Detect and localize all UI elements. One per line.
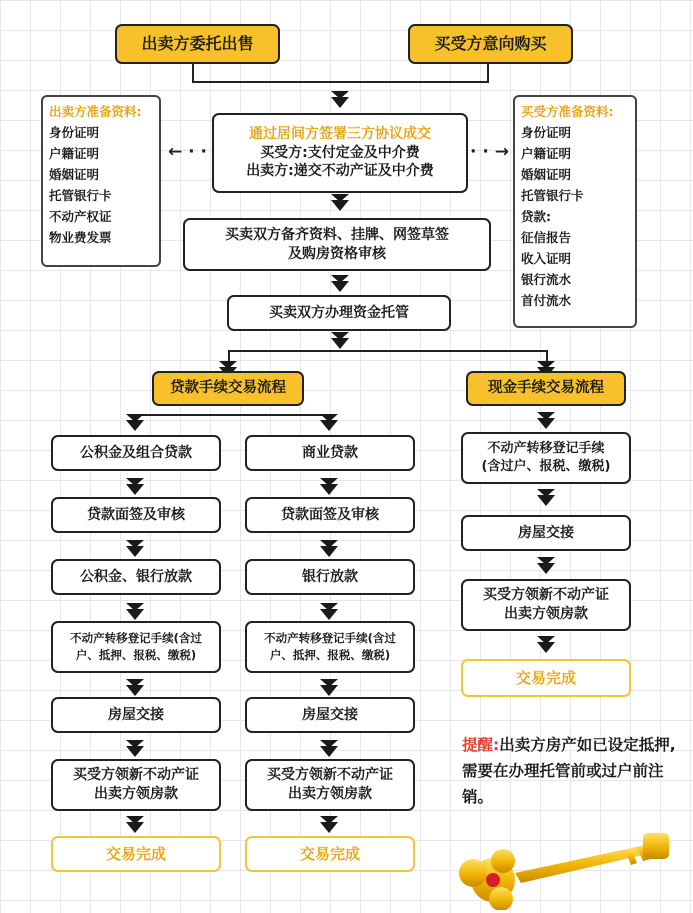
seller-doc-item: 户籍证明 <box>49 146 100 161</box>
seller-docs-panel <box>41 95 161 267</box>
arrow-down-icon <box>331 338 349 349</box>
buyer-docs-panel <box>513 95 637 328</box>
arrow-down-icon <box>320 746 338 757</box>
dotted-arrow-right-icon: · · → <box>470 142 509 162</box>
buyer-doc-item: 身份证明 <box>521 125 572 140</box>
connector <box>192 62 194 82</box>
loan-col2-step: 贷款面签及审核 <box>245 497 415 533</box>
seller-doc-item: 身份证明 <box>49 125 100 140</box>
loan-col1-step: 公积金、银行放款 <box>51 559 221 595</box>
buyer-doc-item: 婚姻证明 <box>521 167 572 182</box>
connector <box>487 62 489 82</box>
loan-col2-step: 银行放款 <box>245 559 415 595</box>
golden-key-icon <box>445 815 685 910</box>
arrow-down-icon <box>320 484 338 495</box>
loan-col2-step: 买受方领新不动产证 出卖方领房款 <box>245 759 415 811</box>
arrow-down-icon <box>331 281 349 292</box>
arrow-down-icon <box>126 746 144 757</box>
buyer-loan-item: 首付流水 <box>521 293 572 308</box>
agreement-line2: 买受方:支付定金及中介费 <box>260 144 420 161</box>
agreement-box <box>212 113 468 193</box>
arrow-down-icon <box>320 685 338 696</box>
buyer-loan-title: 贷款: <box>521 209 551 224</box>
arrow-down-icon <box>537 642 555 653</box>
loan-col1-step: 房屋交接 <box>51 697 221 733</box>
buyer-start-box: 买受方意向购买 <box>408 24 573 64</box>
cash-step: 房屋交接 <box>461 515 631 551</box>
cash-done: 交易完成 <box>461 659 631 697</box>
loan-col1-done: 交易完成 <box>51 836 221 872</box>
arrow-down-icon <box>537 418 555 429</box>
cash-flow-title: 现金手续交易流程 <box>466 371 626 406</box>
seller-start-box: 出卖方委托出售 <box>115 24 280 64</box>
loan-col1-step: 买受方领新不动产证 出卖方领房款 <box>51 759 221 811</box>
reminder-note <box>462 732 682 810</box>
dotted-arrow-left-icon: ← · · <box>168 142 207 162</box>
connector <box>135 414 331 416</box>
connector <box>228 350 548 352</box>
arrow-down-icon <box>126 822 144 833</box>
loan-col1-step: 不动产转移登记手续(含过 户、抵押、报税、缴税) <box>51 621 221 673</box>
buyer-doc-item: 户籍证明 <box>521 146 572 161</box>
reminder-text: 出卖方房产如已设定抵押,需要在办理托管前或过户前注销。 <box>462 736 676 806</box>
loan-col2-done: 交易完成 <box>245 836 415 872</box>
reminder-label: 提醒: <box>462 736 500 754</box>
arrow-down-icon <box>126 609 144 620</box>
arrow-down-icon <box>320 546 338 557</box>
arrow-down-icon <box>331 200 349 211</box>
arrow-down-icon <box>126 484 144 495</box>
arrow-down-icon <box>537 495 555 506</box>
agreement-line3: 出卖方:递交不动产证及中介费 <box>246 163 434 180</box>
buyer-loan-item: 征信报告 <box>521 230 572 245</box>
arrow-down-icon <box>331 97 349 108</box>
seller-doc-item: 物业费发票 <box>49 230 112 245</box>
arrow-down-icon <box>320 420 338 431</box>
arrow-down-icon <box>126 420 144 431</box>
arrow-down-icon <box>320 822 338 833</box>
connector <box>192 81 489 83</box>
buyer-docs-title: 买受方准备资料: <box>521 104 614 119</box>
seller-doc-item: 婚姻证明 <box>49 167 100 182</box>
prepare-step-box: 买卖双方备齐资料、挂牌、网签草签 及购房资格审核 <box>183 218 491 271</box>
arrow-down-icon <box>320 609 338 620</box>
seller-docs-title: 出卖方准备资料: <box>49 104 142 119</box>
buyer-loan-item: 收入证明 <box>521 251 572 266</box>
loan-col1-step: 贷款面签及审核 <box>51 497 221 533</box>
cash-step: 不动产转移登记手续 (含过户、报税、缴税) <box>461 432 631 484</box>
seller-doc-item: 托管银行卡 <box>49 188 112 203</box>
loan-col2-step: 房屋交接 <box>245 697 415 733</box>
buyer-loan-item: 银行流水 <box>521 272 572 287</box>
arrow-down-icon <box>126 685 144 696</box>
loan-flow-title: 贷款手续交易流程 <box>152 371 304 406</box>
loan-col2-step: 商业贷款 <box>245 435 415 471</box>
buyer-doc-item: 托管银行卡 <box>521 188 584 203</box>
arrow-down-icon <box>126 546 144 557</box>
loan-col2-step: 不动产转移登记手续(含过 户、抵押、报税、缴税) <box>245 621 415 673</box>
escrow-step-box: 买卖双方办理资金托管 <box>227 295 451 331</box>
loan-col1-step: 公积金及组合贷款 <box>51 435 221 471</box>
arrow-down-icon <box>537 563 555 574</box>
seller-doc-item: 不动产权证 <box>49 209 112 224</box>
cash-step: 买受方领新不动产证 出卖方领房款 <box>461 579 631 631</box>
agreement-line1: 通过居间方签署三方协议成交 <box>249 125 431 142</box>
